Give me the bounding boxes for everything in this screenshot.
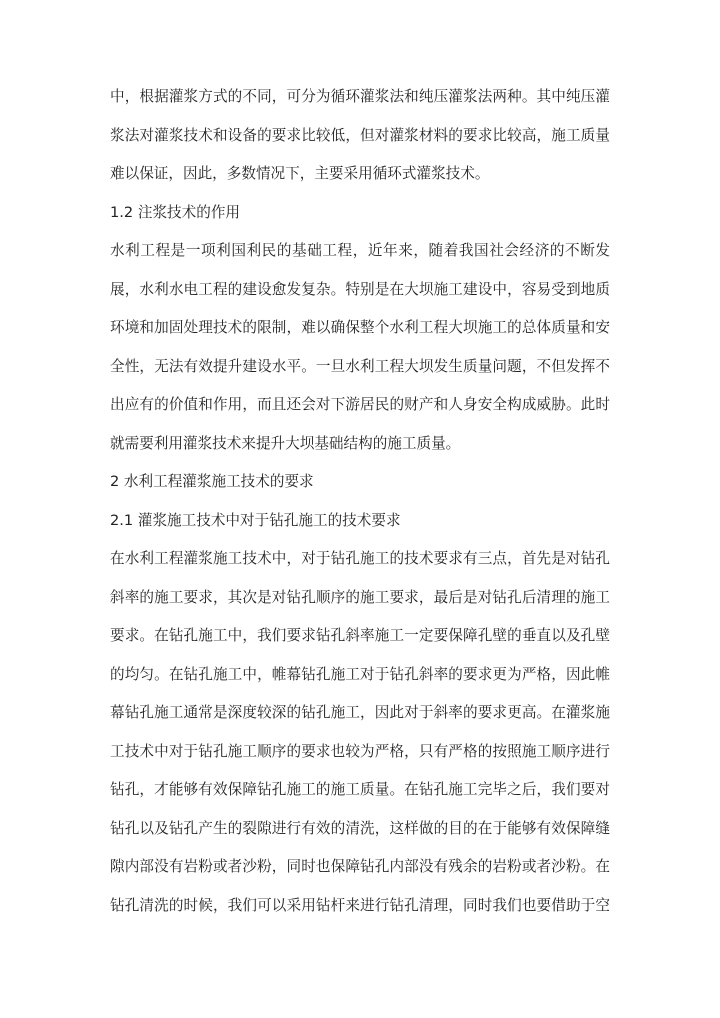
paragraph-line: 钻孔以及钻孔产生的裂隙进行有效的清洗，这样做的目的在于能够有效保障缝	[110, 819, 610, 837]
paragraph-line: 环境和加固处理技术的限制，难以确保整个水利工程大坝施工的总体质量和安	[110, 319, 610, 336]
paragraph-line: 中，根据灌浆方式的不同，可分为循环灌浆法和纯压灌浆法两种。其中纯压灌	[110, 88, 610, 105]
paragraph-line: 幕钻孔施工通常是深度较深的钻孔施工，因此对于斜率的要求更高。在灌浆施	[110, 704, 610, 721]
paragraph-line: 工技术中对于钻孔施工顺序的要求也较为严格，只有严格的按照施工顺序进行	[110, 742, 610, 760]
section-heading: 2 水利工程灌浆施工技术的要求	[110, 473, 314, 490]
paragraph-line: 展，水利水电工程的建设愈发复杂。特别是在大坝施工建设中，容易受到地质	[110, 280, 610, 298]
paragraph-line: 的均匀。在钻孔施工中，帷幕钻孔施工对于钻孔斜率的要求更为严格，因此帷	[110, 665, 610, 683]
section-heading: 1.2 注浆技术的作用	[110, 203, 241, 221]
paragraph-line: 浆法对灌浆技术和设备的要求比较低，但对灌浆材料的要求比较高，施工质量	[110, 126, 610, 144]
paragraph-line: 在水利工程灌浆施工技术中，对于钻孔施工的技术要求有三点，首先是对钻孔	[110, 550, 610, 567]
paragraph-line: 出应有的价值和作用，而且还会对下游居民的财产和人身安全构成威胁。此时	[110, 396, 610, 413]
paragraph-line: 隙内部没有岩粉或者沙粉，同时也保障钻孔内部没有残余的岩粉或者沙粉。在	[110, 858, 610, 875]
paragraph-line: 要求。在钻孔施工中，我们要求钻孔斜率施工一定要保障孔壁的垂直以及孔壁	[110, 627, 610, 644]
paragraph-line: 水利工程是一项利国利民的基础工程，近年来，随着我国社会经济的不断发	[110, 242, 610, 259]
paragraph-line: 斜率的施工要求，其次是对钻孔顺序的施工要求，最后是对钻孔后清理的施工	[110, 588, 610, 606]
paragraph-line: 钻孔清洗的时候，我们可以采用钻杆来进行钻孔清理，同时我们也要借助于空	[110, 896, 610, 914]
paragraph-line: 钻孔，才能够有效保障钻孔施工的施工质量。在钻孔施工完毕之后，我们要对	[110, 781, 610, 798]
section-heading: 2.1 灌浆施工技术中对于钻孔施工的技术要求	[110, 511, 401, 529]
paragraph-line: 难以保证，因此，多数情况下，主要采用循环式灌浆技术。	[110, 165, 490, 182]
paragraph-line: 全性，无法有效提升建设水平。一旦水利工程大坝发生质量问题，不但发挥不	[110, 357, 610, 375]
paragraph-line: 就需要利用灌浆技术来提升大坝基础结构的施工质量。	[110, 434, 461, 452]
